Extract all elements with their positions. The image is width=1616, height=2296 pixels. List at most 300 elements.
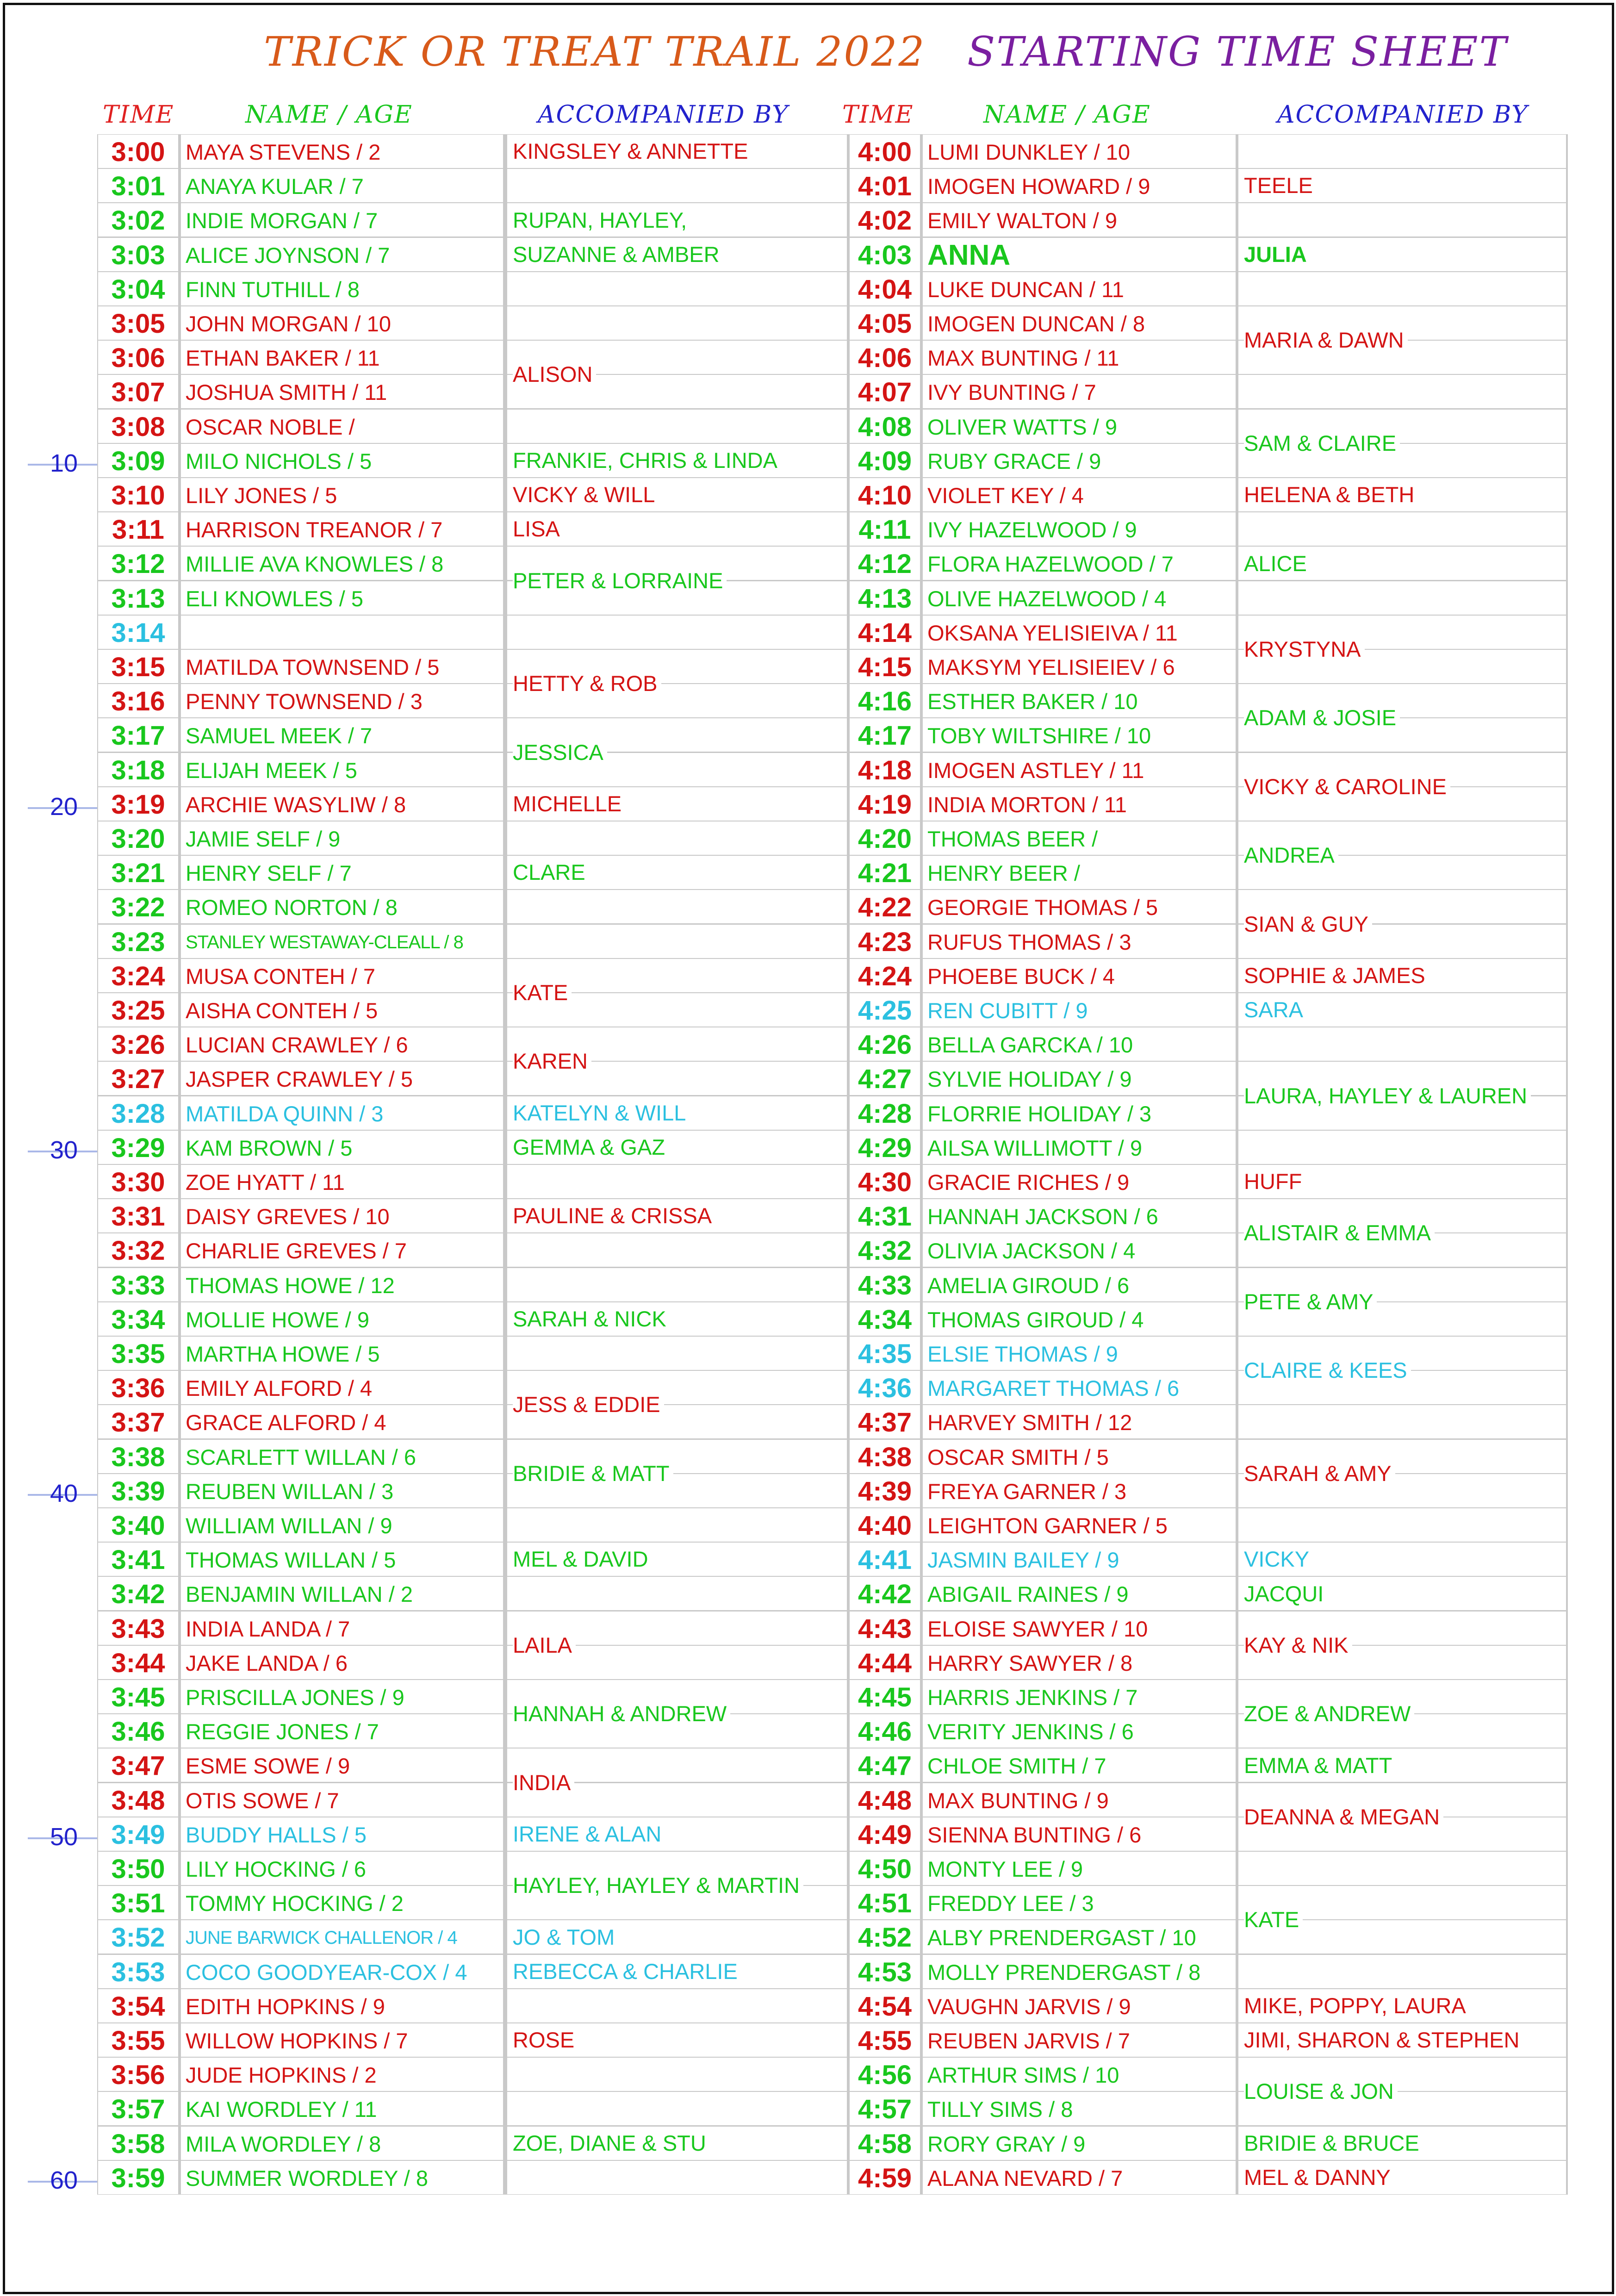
right-accompanied-label: ALICE xyxy=(1244,551,1307,576)
left-time-label: 3:25 xyxy=(111,996,165,1026)
left-name-label: THOMAS WILLAN / 5 xyxy=(186,1548,396,1572)
left-time-label: 3:41 xyxy=(111,1545,165,1575)
left-accompanied-label: SARAH & NICK xyxy=(513,1307,666,1331)
right-table-row xyxy=(97,168,1568,203)
right-name-label: OKSANA YELISIEIVA / 11 xyxy=(927,621,1178,645)
right-time-label: 4:45 xyxy=(858,1682,912,1712)
left-name-label: MILA WORDLEY / 8 xyxy=(186,2132,381,2156)
right-time-cell xyxy=(850,2023,920,2057)
right-name-label: TOBY WILTSHIRE / 10 xyxy=(927,723,1151,748)
right-name-label: INDIA MORTON / 11 xyxy=(927,792,1127,817)
left-time-label: 3:08 xyxy=(111,412,165,442)
left-time-label: 3:30 xyxy=(111,1167,165,1197)
right-table-row xyxy=(97,237,1568,272)
left-name-label: JASPER CRAWLEY / 5 xyxy=(186,1067,413,1091)
right-time-cell xyxy=(850,2161,920,2194)
right-accompanied-label: SARAH & AMY xyxy=(1244,1460,1395,1487)
right-time-cell xyxy=(850,547,920,580)
right-time-label: 4:33 xyxy=(858,1270,912,1300)
left-accompanied-label: ALISON xyxy=(513,361,596,388)
right-time-cell xyxy=(850,1989,920,2022)
right-table-row xyxy=(97,1885,1568,1920)
right-time-cell xyxy=(850,650,920,683)
right-name-cell xyxy=(923,1474,1236,1507)
right-accompanied-label: MIKE, POPPY, LAURA xyxy=(1244,1993,1466,2018)
left-name-label: FINN TUTHILL / 8 xyxy=(186,277,360,302)
right-time-cell xyxy=(850,1646,920,1679)
right-name-cell xyxy=(923,547,1236,580)
left-name-label: HENRY SELF / 7 xyxy=(186,861,352,885)
right-name-cell xyxy=(923,2161,1236,2194)
right-name-label: AILSA WILLIMOTT / 9 xyxy=(927,1136,1143,1160)
right-accompanied-label: TEELE xyxy=(1244,173,1313,198)
left-accompanied-label: KINGSLEY & ANNETTE xyxy=(513,139,748,163)
right-time-label: 4:20 xyxy=(858,824,912,854)
right-name-label: HANNAH JACKSON / 6 xyxy=(927,1204,1158,1229)
left-accompanied-label: KATE xyxy=(513,979,572,1007)
right-name-cell xyxy=(923,1027,1236,1061)
left-time-label: 3:54 xyxy=(111,1991,165,2022)
right-name-cell xyxy=(923,856,1236,889)
right-table-row xyxy=(97,821,1568,855)
left-accompanied-label: ROSE xyxy=(513,2028,575,2052)
right-table-row xyxy=(97,272,1568,306)
left-name-label: AISHA CONTEH / 5 xyxy=(186,998,378,1023)
left-accompanied-label: MEL & DAVID xyxy=(513,1547,648,1571)
left-time-label: 3:29 xyxy=(111,1133,165,1163)
left-accompanied-label: INDIA xyxy=(513,1769,574,1797)
right-time-cell xyxy=(850,856,920,889)
right-time-label: 4:15 xyxy=(858,652,912,682)
left-accompanied-label: MICHELLE xyxy=(513,791,622,816)
right-name-label: LUKE DUNCAN / 11 xyxy=(927,277,1124,302)
left-name-label: INDIE MORGAN / 7 xyxy=(186,208,378,233)
right-time-cell xyxy=(850,1474,920,1507)
right-table-row xyxy=(97,1027,1568,1061)
left-time-label: 3:34 xyxy=(111,1305,165,1335)
right-time-label: 4:58 xyxy=(858,2129,912,2159)
right-name-label: ALBY PRENDERGAST / 10 xyxy=(927,1925,1196,1950)
right-name-label: TILLY SIMS / 8 xyxy=(927,2097,1073,2122)
right-name-cell xyxy=(923,410,1236,443)
right-accompanied-label: MEL & DANNY xyxy=(1244,2165,1391,2190)
right-time-cell xyxy=(850,2127,920,2160)
left-name-label: ROMEO NORTON / 8 xyxy=(186,895,398,920)
right-time-cell xyxy=(850,1955,920,1988)
right-name-cell xyxy=(923,993,1236,1027)
right-time-label: 4:38 xyxy=(858,1442,912,1472)
right-name-cell xyxy=(923,925,1236,958)
right-time-cell xyxy=(850,1714,920,1748)
right-name-label: AMELIA GIROUD / 6 xyxy=(927,1273,1130,1298)
right-time-label: 4:42 xyxy=(858,1579,912,1609)
right-name-cell xyxy=(923,1096,1236,1130)
right-name-cell xyxy=(923,1886,1236,1919)
right-time-label: 4:04 xyxy=(858,274,912,305)
right-accompanied-label: SIAN & GUY xyxy=(1244,910,1372,938)
right-name-cell xyxy=(923,135,1236,168)
right-name-cell xyxy=(923,1199,1236,1232)
left-name-label: ESME SOWE / 9 xyxy=(186,1754,350,1778)
left-time-label: 3:53 xyxy=(111,1957,165,1987)
right-name-label: VERITY JENKINS / 6 xyxy=(927,1719,1134,1744)
right-time-cell xyxy=(850,821,920,855)
right-time-label: 4:30 xyxy=(858,1167,912,1197)
left-accompanied-label: LISA xyxy=(513,516,560,541)
left-time-label: 3:22 xyxy=(111,892,165,922)
left-name-label: ELI KNOWLES / 5 xyxy=(186,586,363,611)
right-table-row xyxy=(97,993,1568,1027)
left-time-label: 3:11 xyxy=(112,515,164,545)
right-accompanied-cell xyxy=(1238,375,1566,408)
right-name-cell xyxy=(923,753,1236,786)
right-name-label: OLIVE HAZELWOOD / 4 xyxy=(927,586,1167,611)
right-time-cell xyxy=(850,1371,920,1404)
right-name-cell xyxy=(923,959,1236,992)
right-name-label: MARGARET THOMAS / 6 xyxy=(927,1376,1180,1400)
right-accompanied-cell xyxy=(1238,203,1566,236)
right-time-label: 4:37 xyxy=(858,1407,912,1437)
right-time-label: 4:31 xyxy=(858,1201,912,1232)
right-name-cell xyxy=(923,512,1236,546)
right-time-cell xyxy=(850,753,920,786)
right-accompanied-label: BRIDIE & BRUCE xyxy=(1244,2131,1419,2155)
right-time-cell xyxy=(850,1817,920,1851)
left-time-label: 3:42 xyxy=(111,1579,165,1609)
right-time-cell xyxy=(850,684,920,717)
right-time-cell xyxy=(850,890,920,923)
right-name-label: RUBY GRACE / 9 xyxy=(927,449,1101,473)
left-name-label: HARRISON TREANOR / 7 xyxy=(186,517,443,542)
left-time-label: 3:57 xyxy=(111,2094,165,2124)
left-time-label: 3:35 xyxy=(111,1339,165,1369)
right-name-label: RORY GRAY / 9 xyxy=(927,2132,1086,2156)
right-name-label: ANNA xyxy=(927,239,1011,271)
right-name-label: REN CUBITT / 9 xyxy=(927,998,1088,1023)
right-table-row xyxy=(97,546,1568,580)
right-time-cell xyxy=(850,203,920,236)
right-table-row xyxy=(97,1164,1568,1199)
left-time-label: 3:06 xyxy=(111,343,165,373)
left-time-label: 3:51 xyxy=(111,1888,165,1918)
right-time-label: 4:12 xyxy=(858,549,912,579)
header-name-right: NAME / AGE xyxy=(983,101,1151,129)
left-accompanied-label: RUPAN, HAYLEY, xyxy=(513,208,687,232)
right-name-cell xyxy=(923,1920,1236,1954)
right-accompanied-label: CLAIRE & KEES xyxy=(1244,1356,1411,1384)
right-accompanied-cell xyxy=(1238,512,1566,546)
tick-label: 10 xyxy=(50,449,78,477)
right-time-label: 4:26 xyxy=(858,1030,912,1060)
left-accompanied-label: KATELYN & WILL xyxy=(513,1101,686,1125)
left-time-label: 3:49 xyxy=(111,1820,165,1850)
right-name-cell xyxy=(923,1955,1236,1988)
right-name-cell xyxy=(923,1989,1236,2022)
right-name-cell xyxy=(923,238,1236,271)
right-name-cell xyxy=(923,478,1236,511)
right-name-label: SYLVIE HOLIDAY / 9 xyxy=(927,1067,1132,1091)
right-name-cell xyxy=(923,581,1236,615)
right-name-cell xyxy=(923,718,1236,752)
left-time-label: 3:33 xyxy=(111,1270,165,1300)
left-time-label: 3:19 xyxy=(111,790,165,820)
left-time-label: 3:03 xyxy=(111,240,165,270)
right-name-label: IMOGEN HOWARD / 9 xyxy=(927,174,1150,199)
right-table-row xyxy=(97,512,1568,546)
left-accompanied-label: JESSICA xyxy=(513,739,607,766)
left-name-label: ANAYA KULAR / 7 xyxy=(186,174,364,199)
right-name-label: LEIGHTON GARNER / 5 xyxy=(927,1513,1168,1538)
left-time-label: 3:26 xyxy=(111,1030,165,1060)
left-time-label: 3:37 xyxy=(111,1407,165,1437)
right-name-cell xyxy=(923,1405,1236,1438)
right-name-cell xyxy=(923,1748,1236,1782)
right-time-cell xyxy=(850,1543,920,1576)
left-name-label: ALICE JOYNSON / 7 xyxy=(186,243,390,268)
left-time-label: 3:16 xyxy=(111,686,165,716)
left-name-label: STANLEY WESTAWAY-CLEALL / 8 xyxy=(186,932,463,952)
right-time-cell xyxy=(850,1680,920,1713)
left-time-label: 3:52 xyxy=(111,1923,165,1953)
left-time-label: 3:10 xyxy=(111,480,165,510)
left-time-label: 3:17 xyxy=(111,721,165,751)
right-name-cell xyxy=(923,1577,1236,1610)
right-name-cell xyxy=(923,375,1236,408)
right-time-cell xyxy=(850,1337,920,1370)
left-accompanied-label: JESS & EDDIE xyxy=(513,1391,664,1419)
left-time-label: 3:28 xyxy=(111,1099,165,1129)
left-name-label: KAI WORDLEY / 11 xyxy=(186,2097,377,2122)
left-name-label: LILY HOCKING / 6 xyxy=(186,1857,367,1881)
left-accompanied-label: HETTY & ROB xyxy=(513,670,661,697)
right-time-label: 4:09 xyxy=(858,446,912,476)
right-name-label: ESTHER BAKER / 10 xyxy=(927,689,1138,714)
right-accompanied-label: MARIA & DAWN xyxy=(1244,326,1408,354)
right-time-cell xyxy=(850,1508,920,1542)
left-time-label: 3:12 xyxy=(111,549,165,579)
left-time-label: 3:31 xyxy=(111,1201,165,1232)
left-name-label: MATILDA QUINN / 3 xyxy=(186,1101,384,1126)
right-name-label: ELOISE SAWYER / 10 xyxy=(927,1617,1148,1641)
right-time-cell xyxy=(850,444,920,477)
right-time-cell xyxy=(850,169,920,202)
right-name-label: CHLOE SMITH / 7 xyxy=(927,1754,1106,1778)
right-time-cell xyxy=(850,512,920,546)
right-table-row xyxy=(97,1542,1568,1576)
left-accompanied-label: SUZANNE & AMBER xyxy=(513,242,720,267)
left-name-label: INDIA LANDA / 7 xyxy=(186,1617,350,1641)
right-name-cell xyxy=(923,1852,1236,1885)
left-time-label: 3:21 xyxy=(111,858,165,888)
tick-label: 20 xyxy=(50,793,78,821)
right-time-label: 4:17 xyxy=(858,721,912,751)
right-name-cell xyxy=(923,684,1236,717)
left-time-label: 3:04 xyxy=(111,274,165,305)
right-time-cell xyxy=(850,1440,920,1473)
left-name-label: MATILDA TOWNSEND / 5 xyxy=(186,655,440,679)
right-accompanied-label: KAY & NIK xyxy=(1244,1631,1352,1659)
right-accompanied-label: LAURA, HAYLEY & LAUREN xyxy=(1244,1082,1531,1110)
right-name-cell xyxy=(923,2023,1236,2057)
right-accompanied-label: KATE xyxy=(1244,1906,1303,1934)
right-name-label: MAKSYM YELISIEIEV / 6 xyxy=(927,655,1175,679)
left-name-label: TOMMY HOCKING / 2 xyxy=(186,1891,404,1916)
right-time-label: 4:46 xyxy=(858,1717,912,1747)
right-time-cell xyxy=(850,306,920,340)
left-time-label: 3:32 xyxy=(111,1236,165,1266)
right-time-label: 4:06 xyxy=(858,343,912,373)
left-accompanied-label: IRENE & ALAN xyxy=(513,1822,662,1846)
right-accompanied-cell xyxy=(1238,1405,1566,1438)
right-time-label: 4:08 xyxy=(858,412,912,442)
right-time-cell xyxy=(850,410,920,443)
right-time-cell xyxy=(850,787,920,821)
right-time-cell xyxy=(850,2092,920,2125)
left-accompanied-label: GEMMA & GAZ xyxy=(513,1135,665,1159)
left-name-label: COCO GOODYEAR-COX / 4 xyxy=(186,1960,467,1985)
right-time-label: 4:03 xyxy=(858,240,912,270)
right-name-label: IVY HAZELWOOD / 9 xyxy=(927,517,1137,542)
left-name-label: CHARLIE GREVES / 7 xyxy=(186,1238,407,1263)
right-time-cell xyxy=(850,1577,920,1610)
right-name-cell xyxy=(923,1302,1236,1336)
right-time-label: 4:52 xyxy=(858,1923,912,1953)
right-time-label: 4:22 xyxy=(858,892,912,922)
right-name-label: MONTY LEE / 9 xyxy=(927,1857,1083,1881)
right-time-label: 4:55 xyxy=(858,2026,912,2056)
right-time-label: 4:35 xyxy=(858,1339,912,1369)
right-accompanied-label: SARA xyxy=(1244,997,1303,1022)
right-name-label: HARRY SAWYER / 8 xyxy=(927,1651,1133,1675)
left-accompanied-label: REBECCA & CHARLIE xyxy=(513,1959,738,1984)
left-accompanied-label: HANNAH & ANDREW xyxy=(513,1700,730,1728)
header-time-right: TIME xyxy=(842,101,914,129)
left-time-label: 3:40 xyxy=(111,1511,165,1541)
header-accompanied-right: ACCOMPANIED BY xyxy=(1277,101,1529,129)
left-name-label: EMILY ALFORD / 4 xyxy=(186,1376,373,1400)
right-time-label: 4:10 xyxy=(858,480,912,510)
right-name-cell xyxy=(923,2092,1236,2125)
right-name-cell xyxy=(923,203,1236,236)
right-time-label: 4:05 xyxy=(858,309,912,339)
right-table-row xyxy=(97,1851,1568,1885)
right-name-cell xyxy=(923,1440,1236,1473)
right-time-label: 4:18 xyxy=(858,755,912,785)
right-time-label: 4:28 xyxy=(858,1099,912,1129)
left-name-label: SAMUEL MEEK / 7 xyxy=(186,723,373,748)
right-time-cell xyxy=(850,1096,920,1130)
left-name-label: REGGIE JONES / 7 xyxy=(186,1719,379,1744)
right-name-cell xyxy=(923,1646,1236,1679)
left-name-label: GRACE ALFORD / 4 xyxy=(186,1410,386,1435)
right-time-label: 4:41 xyxy=(858,1545,912,1575)
right-accompanied-cell xyxy=(1238,135,1566,168)
right-time-label: 4:27 xyxy=(858,1064,912,1094)
left-time-label: 3:24 xyxy=(111,961,165,991)
right-time-cell xyxy=(850,1612,920,1645)
right-name-cell xyxy=(923,1233,1236,1267)
right-time-label: 4:59 xyxy=(858,2163,912,2193)
right-time-cell xyxy=(850,1302,920,1336)
right-name-cell xyxy=(923,650,1236,683)
left-name-label: JAMIE SELF / 9 xyxy=(186,827,341,851)
left-accompanied-label: CLARE xyxy=(513,859,589,886)
right-accompanied-label: VICKY & CAROLINE xyxy=(1244,773,1450,801)
right-accompanied-label: SAM & CLAIRE xyxy=(1244,429,1400,457)
right-time-label: 4:16 xyxy=(858,686,912,716)
right-time-cell xyxy=(850,1199,920,1232)
left-time-label: 3:36 xyxy=(111,1373,165,1403)
left-name-label: LILY JONES / 5 xyxy=(186,483,337,508)
right-name-cell xyxy=(923,444,1236,477)
right-table-row xyxy=(97,1576,1568,1611)
right-name-label: SIENNA BUNTING / 6 xyxy=(927,1823,1142,1847)
left-name-label: BUDDY HALLS / 5 xyxy=(186,1823,367,1847)
left-accompanied-label: VICKY & WILL xyxy=(513,482,655,507)
right-time-cell xyxy=(850,135,920,168)
right-time-cell xyxy=(850,581,920,615)
right-time-cell xyxy=(850,1783,920,1817)
right-table-row xyxy=(97,855,1568,890)
right-time-label: 4:14 xyxy=(858,618,912,648)
left-time-label: 3:56 xyxy=(111,2060,165,2090)
right-accompanied-cell xyxy=(1238,1852,1566,1885)
right-time-cell xyxy=(850,1405,920,1438)
tick-label: 50 xyxy=(50,1823,78,1851)
right-name-cell xyxy=(923,616,1236,649)
right-name-label: GRACIE RICHES / 9 xyxy=(927,1170,1130,1195)
left-name-label: EDITH HOPKINS / 9 xyxy=(186,1994,385,2019)
right-name-label: FREYA GARNER / 3 xyxy=(927,1479,1127,1504)
left-accompanied-label: HAYLEY, HAYLEY & MARTIN xyxy=(513,1872,803,1899)
right-time-cell xyxy=(850,1268,920,1301)
left-time-label: 3:18 xyxy=(111,755,165,785)
left-time-label: 3:50 xyxy=(111,1854,165,1884)
right-time-label: 4:51 xyxy=(858,1888,912,1918)
right-time-label: 4:50 xyxy=(858,1854,912,1884)
right-accompanied-label: PETE & AMY xyxy=(1244,1288,1377,1316)
right-accompanied-cell xyxy=(1238,1955,1566,1988)
right-time-label: 4:32 xyxy=(858,1236,912,1266)
right-time-label: 4:13 xyxy=(858,584,912,614)
left-name-label: WILLOW HOPKINS / 7 xyxy=(186,2028,408,2053)
left-time-label: 3:14 xyxy=(111,618,165,648)
left-time-label: 3:07 xyxy=(111,377,165,407)
right-time-label: 4:54 xyxy=(858,1991,912,2022)
left-time-label: 3:55 xyxy=(111,2026,165,2056)
right-name-label: JASMIN BAILEY / 9 xyxy=(927,1548,1119,1572)
right-time-cell xyxy=(850,993,920,1027)
right-name-cell xyxy=(923,2127,1236,2160)
right-name-cell xyxy=(923,1062,1236,1095)
right-name-label: LUMI DUNKLEY / 10 xyxy=(927,140,1130,164)
right-name-cell xyxy=(923,1268,1236,1301)
right-time-label: 4:24 xyxy=(858,961,912,991)
right-name-cell xyxy=(923,1783,1236,1817)
time-sheet-table xyxy=(97,134,1568,2195)
left-accompanied-label: BRIDIE & MATT xyxy=(513,1460,673,1487)
right-time-cell xyxy=(850,1886,920,1919)
right-accompanied-label: ADAM & JOSIE xyxy=(1244,704,1400,732)
right-table-row xyxy=(97,1405,1568,1439)
right-table-row xyxy=(97,374,1568,409)
tick-label: 30 xyxy=(50,1136,78,1164)
left-time-label: 3:45 xyxy=(111,1682,165,1712)
right-name-cell xyxy=(923,306,1236,340)
header-name-left: NAME / AGE xyxy=(245,101,413,129)
left-name-label: KAM BROWN / 5 xyxy=(186,1136,353,1160)
left-name-label: MAYA STEVENS / 2 xyxy=(186,140,381,164)
